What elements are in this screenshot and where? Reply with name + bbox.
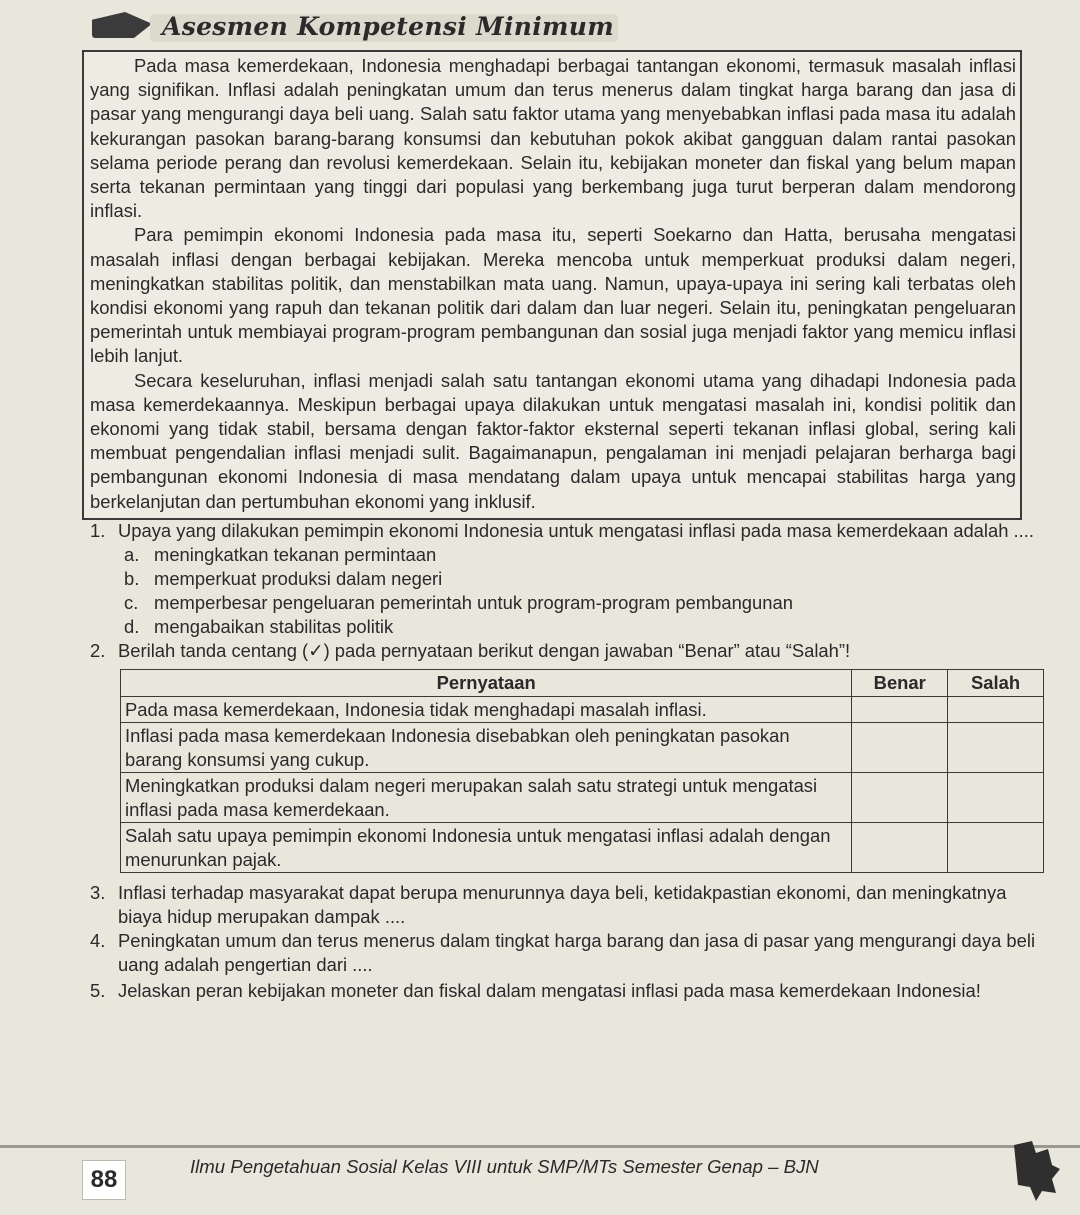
question-list bbox=[90, 519, 1052, 1003]
question-number: 1. bbox=[90, 520, 106, 541]
footer-divider bbox=[0, 1145, 1080, 1148]
true-false-table bbox=[120, 669, 1044, 873]
question-1 bbox=[90, 519, 1052, 639]
question-3 bbox=[90, 881, 1052, 929]
table-row bbox=[121, 696, 1044, 723]
question-number: 3. bbox=[90, 882, 106, 903]
question-text: Peningkatan umum dan terus menerus dalam tingkat harga barang dan jasa di pasar yang mengurangi daya beli uang adalah pengertian dari .... bbox=[118, 930, 1036, 975]
page-header bbox=[0, 0, 1080, 48]
statement-cell: Meningkatkan produksi dalam negeri merupakan salah satu strategi untuk mengatasi inflasi pada masa kemerdekaan. bbox=[121, 773, 852, 823]
question-text: Jelaskan peran kebijakan moneter dan fiskal dalam mengatasi inflasi pada masa kemerdekaan Indonesia! bbox=[118, 980, 981, 1001]
header-statement: Pernyataan bbox=[121, 670, 852, 697]
option-c[interactable] bbox=[124, 591, 1052, 615]
statement-cell: Inflasi pada masa kemerdekaan Indonesia disebabkan oleh peningkatan pasokan barang konsumsi yang cukup. bbox=[121, 723, 852, 773]
page-footer bbox=[0, 1135, 1080, 1215]
option-d[interactable] bbox=[124, 615, 1052, 639]
header-benar: Benar bbox=[852, 670, 948, 697]
question-number: 4. bbox=[90, 930, 106, 951]
question-text: Inflasi terhadap masyarakat dapat berupa menurunnya daya beli, ketidakpastian ekonomi, dan meningkatnya biaya hidup merupakan dampak .... bbox=[118, 882, 1007, 927]
benar-checkbox-cell[interactable] bbox=[852, 773, 948, 823]
statement-cell: Pada masa kemerdekaan, Indonesia tidak menghadapi masalah inflasi. bbox=[121, 696, 852, 723]
benar-checkbox-cell[interactable] bbox=[852, 823, 948, 873]
salah-checkbox-cell[interactable] bbox=[948, 823, 1044, 873]
header-decoration-icon bbox=[92, 12, 152, 38]
question-text: Upaya yang dilakukan pemimpin ekonomi Indonesia untuk mengatasi inflasi pada masa kemerdekaan adalah .... bbox=[118, 520, 1034, 541]
option-a[interactable] bbox=[124, 543, 1052, 567]
table-row bbox=[121, 773, 1044, 823]
question-number: 2. bbox=[90, 640, 106, 661]
statement-cell: Salah satu upaya pemimpin ekonomi Indonesia untuk mengatasi inflasi adalah dengan menurunkan pajak. bbox=[121, 823, 852, 873]
question-number: 5. bbox=[90, 980, 106, 1001]
passage-paragraph-1: Pada masa kemerdekaan, Indonesia menghadapi berbagai tantangan ekonomi, termasuk masalah inflasi yang signifikan. Inflasi adalah peningkatan umum dan terus menerus dalam tingkat harga barang dan jasa di pasar yang mengurangi daya beli uang. Salah satu faktor utama yang menyebabkan inflasi pada masa itu adalah kekurangan pasokan barang-barang konsumsi dan kebutuhan pokok akibat gangguan dalam rantai pasokan selama periode perang dan revolusi kemerdekaan. Selain itu, kebijakan moneter dan fiskal yang belum mapan serta tekanan permintaan yang tinggi dari populasi yang berkembang juga turut berperan dalam mendorong inflasi. bbox=[90, 55, 1016, 222]
footer-decoration-icon bbox=[1012, 1135, 1062, 1205]
option-letter: b. bbox=[124, 568, 140, 589]
header-salah: Salah bbox=[948, 670, 1044, 697]
question-4 bbox=[90, 929, 1052, 977]
option-letter: d. bbox=[124, 616, 140, 637]
salah-checkbox-cell[interactable] bbox=[948, 773, 1044, 823]
question-text: Berilah tanda centang (✓) pada pernyataan berikut dengan jawaban “Benar” atau “Salah”! bbox=[118, 640, 851, 661]
option-b[interactable] bbox=[124, 567, 1052, 591]
option-letter: c. bbox=[124, 592, 139, 613]
option-text: memperkuat produksi dalam negeri bbox=[154, 568, 443, 589]
benar-checkbox-cell[interactable] bbox=[852, 723, 948, 773]
question-5 bbox=[90, 979, 1052, 1003]
answer-options bbox=[124, 543, 1052, 639]
benar-checkbox-cell[interactable] bbox=[852, 696, 948, 723]
passage-paragraph-3: Secara keseluruhan, inflasi menjadi salah satu tantangan ekonomi utama yang dihadapi Indonesia pada masa kemerdekaannya. Meskipun berbagai upaya dilakukan untuk mengatasi masalah ini, kondisi politik dan ekonomi yang tidak stabil, bersama dengan faktor-faktor eksternal seperti tekanan inflasi global, sering kali membuat pengendalian inflasi menjadi sulit. Bagaimanapun, pengalaman ini menjadi pelajaran berharga bagi pembangunan ekonomi Indonesia di masa mendatang dalam upaya untuk mencapai stabilitas harga yang berkelanjutan dan pertumbuhan ekonomi yang inklusif. bbox=[90, 369, 1016, 512]
book-title: Ilmu Pengetahuan Sosial Kelas VIII untuk SMP/MTs Semester Genap – BJN bbox=[190, 1156, 819, 1177]
section-title: Asesmen Kompetensi Minimum bbox=[162, 12, 615, 41]
reading-passage bbox=[82, 50, 1022, 520]
option-text: meningkatkan tekanan permintaan bbox=[154, 544, 437, 565]
salah-checkbox-cell[interactable] bbox=[948, 723, 1044, 773]
page-number: 88 bbox=[82, 1160, 126, 1200]
option-text: mengabaikan stabilitas politik bbox=[154, 616, 394, 637]
table-row bbox=[121, 723, 1044, 773]
passage-paragraph-2: Para pemimpin ekonomi Indonesia pada masa itu, seperti Soekarno dan Hatta, berusaha mengatasi masalah inflasi dengan berbagai kebijakan. Mereka mencoba untuk memperkuat produksi dalam negeri, meningkatkan stabilitas politik, dan menstabilkan mata uang. Namun, upaya-upaya ini sering kali terbatas oleh kondisi ekonomi yang rapuh dan tekanan politik dari dalam dan luar negeri. Selain itu, peningkatan pengeluaran pemerintah untuk membiayai program-program pembangunan dan sosial juga menjadi faktor yang memicu inflasi lebih lanjut. bbox=[90, 224, 1016, 367]
table-row bbox=[121, 823, 1044, 873]
option-letter: a. bbox=[124, 544, 140, 565]
option-text: memperbesar pengeluaran pemerintah untuk program-program pembangunan bbox=[154, 592, 793, 613]
question-2 bbox=[90, 639, 1052, 663]
table-header-row bbox=[121, 670, 1044, 697]
salah-checkbox-cell[interactable] bbox=[948, 696, 1044, 723]
